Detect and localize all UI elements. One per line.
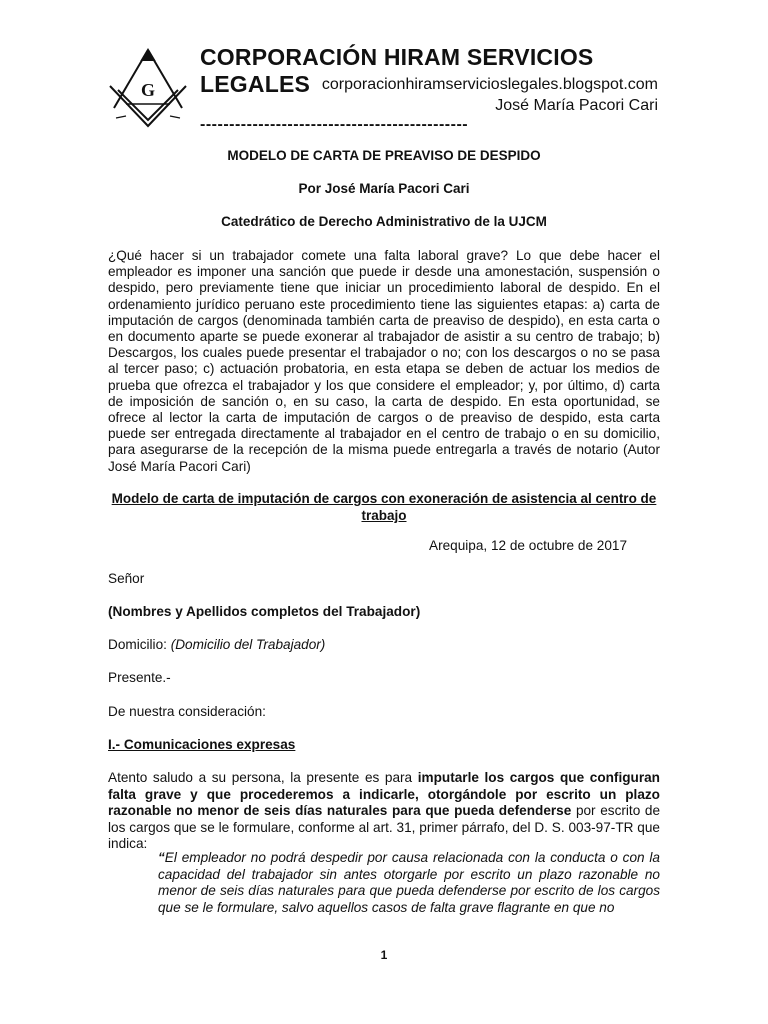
- domicile-value: (Domicilio del Trabajador): [170, 637, 326, 652]
- header-title: CORPORACIÓN HIRAM SERVICIOS LEGALES: [200, 44, 594, 97]
- affiliation: Catedrático de Derecho Administrativo de la UJCM: [221, 214, 547, 229]
- domicile-line: [108, 637, 325, 652]
- byline: Por José María Pacori Cari: [298, 181, 470, 196]
- presente: Presente.-: [108, 670, 171, 685]
- body-text-1: Atento saludo a su persona, la presente es para: [108, 770, 418, 785]
- letter-date: Arequipa, 12 de octubre de 2017: [429, 538, 628, 553]
- header-blog-url: corporacionhiramservicioslegales.blogspot.com: [321, 76, 658, 93]
- svg-text:G: G: [140, 80, 156, 100]
- domicile-label: Domicilio:: [108, 637, 167, 652]
- body-paragraph: [108, 770, 660, 853]
- legal-quote: [158, 850, 660, 916]
- quote-text: El empleador no podrá despedir por causa relacionada con la conducta o con la capacidad del trabajador sin antes otorgarle por escrito un plazo razonable no menor de seis días naturales para que pueda defenderse por escrito de los cargos que se le formulare, salvo aquellos casos de falta grave flagrante en que no: [158, 850, 660, 915]
- salutation: Señor: [108, 571, 145, 586]
- quote-open-mark: “: [158, 850, 165, 865]
- body-text-2: por escrito de los cargos que se le formulare, conforme al art. 31, primer párrafo, del D. S. 003-97-TR que indica:: [108, 803, 661, 851]
- model-heading: Modelo de carta de imputación de cargos con exoneración de asistencia al centro de trabajo: [111, 491, 657, 523]
- page-number: 1: [380, 948, 388, 962]
- recipient-name: (Nombres y Apellidos completos del Trabajador): [108, 604, 421, 619]
- body-bold: imputarle los cargos que configuran falta grave y que procederemos a indicarle, otorgándole por escrito un plazo razonable no menor de seis días naturales para que pueda defenderse: [108, 770, 660, 818]
- square-and-compass-logo-icon: [104, 46, 192, 132]
- header-author: José María Pacori Cari: [495, 97, 658, 114]
- section-heading: I.- Comunicaciones expresas: [108, 737, 296, 752]
- header-divider: ----------------------------------------------: [200, 116, 469, 133]
- document-title: MODELO DE CARTA DE PREAVISO DE DESPIDO: [227, 148, 541, 163]
- consideration: De nuestra consideración:: [108, 704, 266, 719]
- intro-paragraph: ¿Qué hacer si un trabajador comete una falta laboral grave? Lo que debe hacer el empleador es imponer una sanción que puede ir desde una amonestación, suspensión o despido, pero previamente tiene que iniciar un procedimiento laboral de despido. En el ordenamiento jurídico peruano este procedimiento tiene las siguientes etapas: a) carta de imputación de cargos (denominada también carta de preaviso de despido), en esta carta o en documento aparte se puede exonerar al trabajador de asistir a su centro de trabajo; b) Descargos, los cuales puede presentar el trabajador o no; con los descargos o no se pasa al tercer paso; c) actuación probatoria, en esta etapa se deben de actuar los medios de prueba que ofrezca el trabajador y los que considere el empleador; y, por último, d) carta de imposición de sanción o, en su caso, la carta de despido. En esta oportunidad, se ofrece al lector la carta de imputación de cargos o de preaviso de despido, esta carta puede ser entregada directamente al trabajador en el centro de trabajo o en su domicilio, para asegurarse de la recepción de la misma puede entregarla a través de notario (Autor José María Pacori Cari): [108, 248, 660, 474]
